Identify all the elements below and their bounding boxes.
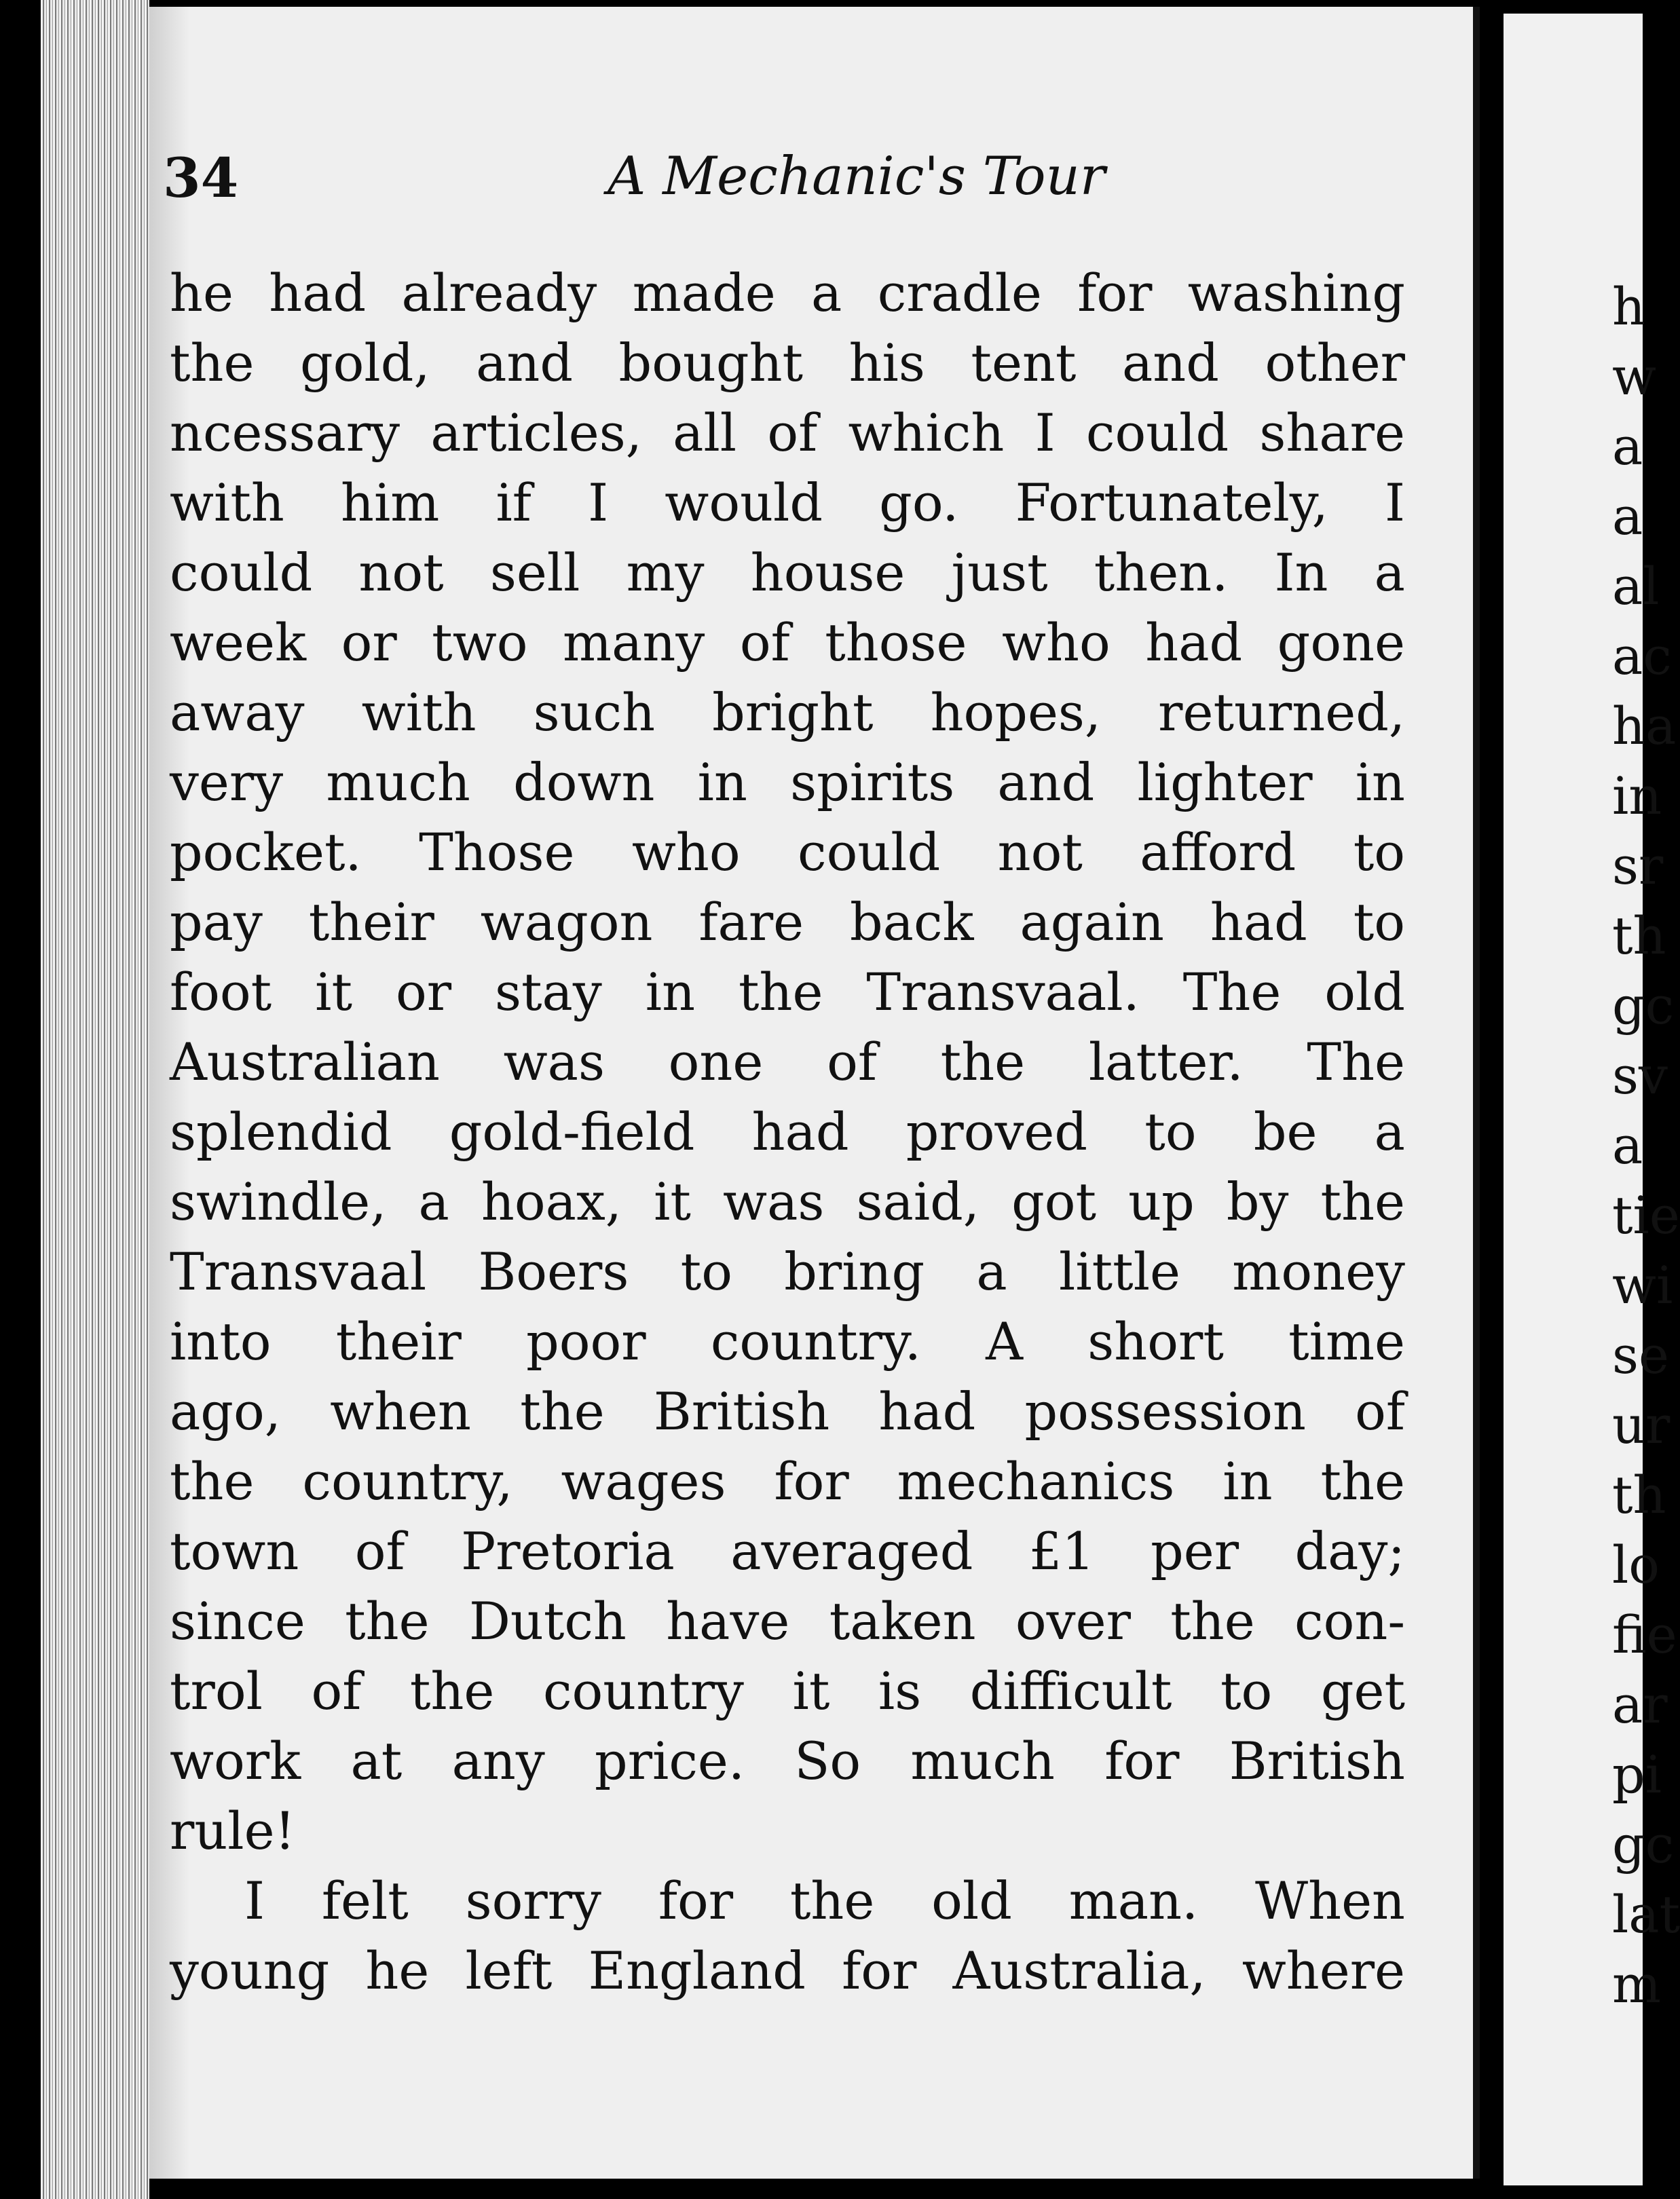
text-line: with him if I would go. Fortunately, I: [170, 472, 1405, 533]
facing-line: ur: [1612, 1395, 1670, 1455]
text-line: foot it or stay in the Transvaal. The old: [170, 962, 1405, 1022]
facing-line: in: [1612, 766, 1662, 826]
facing-line: sv: [1612, 1045, 1668, 1106]
running-head: [163, 146, 1113, 221]
text-line: work at any price. So much for British: [170, 1731, 1405, 1791]
text-line: pocket. Those who could not afford to: [170, 822, 1405, 882]
text-line: Australian was one of the latter. The: [170, 1032, 1405, 1092]
text-line: ncessary articles, all of which I could share: [170, 402, 1405, 463]
facing-line: ar: [1612, 1674, 1668, 1735]
text-line: into their poor country. A short time: [170, 1311, 1405, 1372]
text-line: the gold, and bought his tent and other: [170, 333, 1405, 393]
facing-line: th: [1612, 905, 1666, 966]
facing-line: a: [1612, 416, 1643, 476]
facing-line: se: [1612, 1325, 1669, 1385]
text-line: I felt sorry for the old man. When: [244, 1871, 1405, 1931]
running-title: A Mechanic's Tour: [608, 146, 1106, 207]
text-line: he had already made a cradle for washing: [170, 263, 1405, 323]
facing-line: m: [1612, 1954, 1662, 2014]
facing-page-text: [1612, 271, 1680, 2019]
facing-line: a: [1612, 486, 1643, 546]
facing-line: al: [1612, 556, 1660, 616]
text-line: Transvaal Boers to bring a little money: [170, 1241, 1405, 1302]
book-edge: [41, 0, 149, 2199]
text-line: the country, wages for mechanics in the: [170, 1451, 1405, 1511]
text-line: could not sell my house just then. In a: [170, 542, 1405, 603]
text-line: trol of the country it is difficult to get: [170, 1661, 1405, 1721]
facing-line: th: [1612, 1465, 1666, 1525]
facing-line: sr: [1612, 835, 1664, 896]
facing-line: w: [1612, 346, 1657, 407]
text-line: town of Pretoria averaged £1 per day;: [170, 1521, 1405, 1581]
facing-line: h: [1612, 276, 1645, 337]
facing-line: pi: [1612, 1744, 1662, 1805]
page-number: 34: [163, 146, 239, 210]
facing-page: [1504, 14, 1680, 2185]
text-line: splendid gold-field had proved to be a: [170, 1102, 1405, 1162]
facing-line: tie: [1612, 1185, 1680, 1245]
text-line: rule!: [170, 1801, 296, 1861]
facing-line: fie: [1612, 1604, 1677, 1665]
facing-line: wi: [1612, 1255, 1673, 1315]
text-line: week or two many of those who had gone: [170, 612, 1405, 673]
facing-line: gc: [1612, 975, 1675, 1036]
facing-line: ha: [1612, 696, 1677, 756]
facing-line: gc: [1612, 1814, 1675, 1875]
text-line: since the Dutch have taken over the con-: [170, 1591, 1405, 1651]
facing-line: lat: [1612, 1884, 1680, 1944]
body-text: [170, 258, 1405, 2006]
text-line: swindle, a hoax, it was said, got up by the: [170, 1171, 1405, 1232]
text-line: very much down in spirits and lighter in: [170, 752, 1405, 812]
text-line: young he left England for Australia, where: [170, 1940, 1405, 2001]
facing-line: a: [1612, 1115, 1643, 1176]
facing-line: lo: [1612, 1535, 1660, 1595]
text-line: ago, when the British had possession of: [170, 1381, 1405, 1442]
text-line: away with such bright hopes, returned,: [170, 682, 1405, 743]
text-line: pay their wagon fare back again had to: [170, 892, 1405, 952]
facing-line: ac: [1612, 626, 1672, 686]
